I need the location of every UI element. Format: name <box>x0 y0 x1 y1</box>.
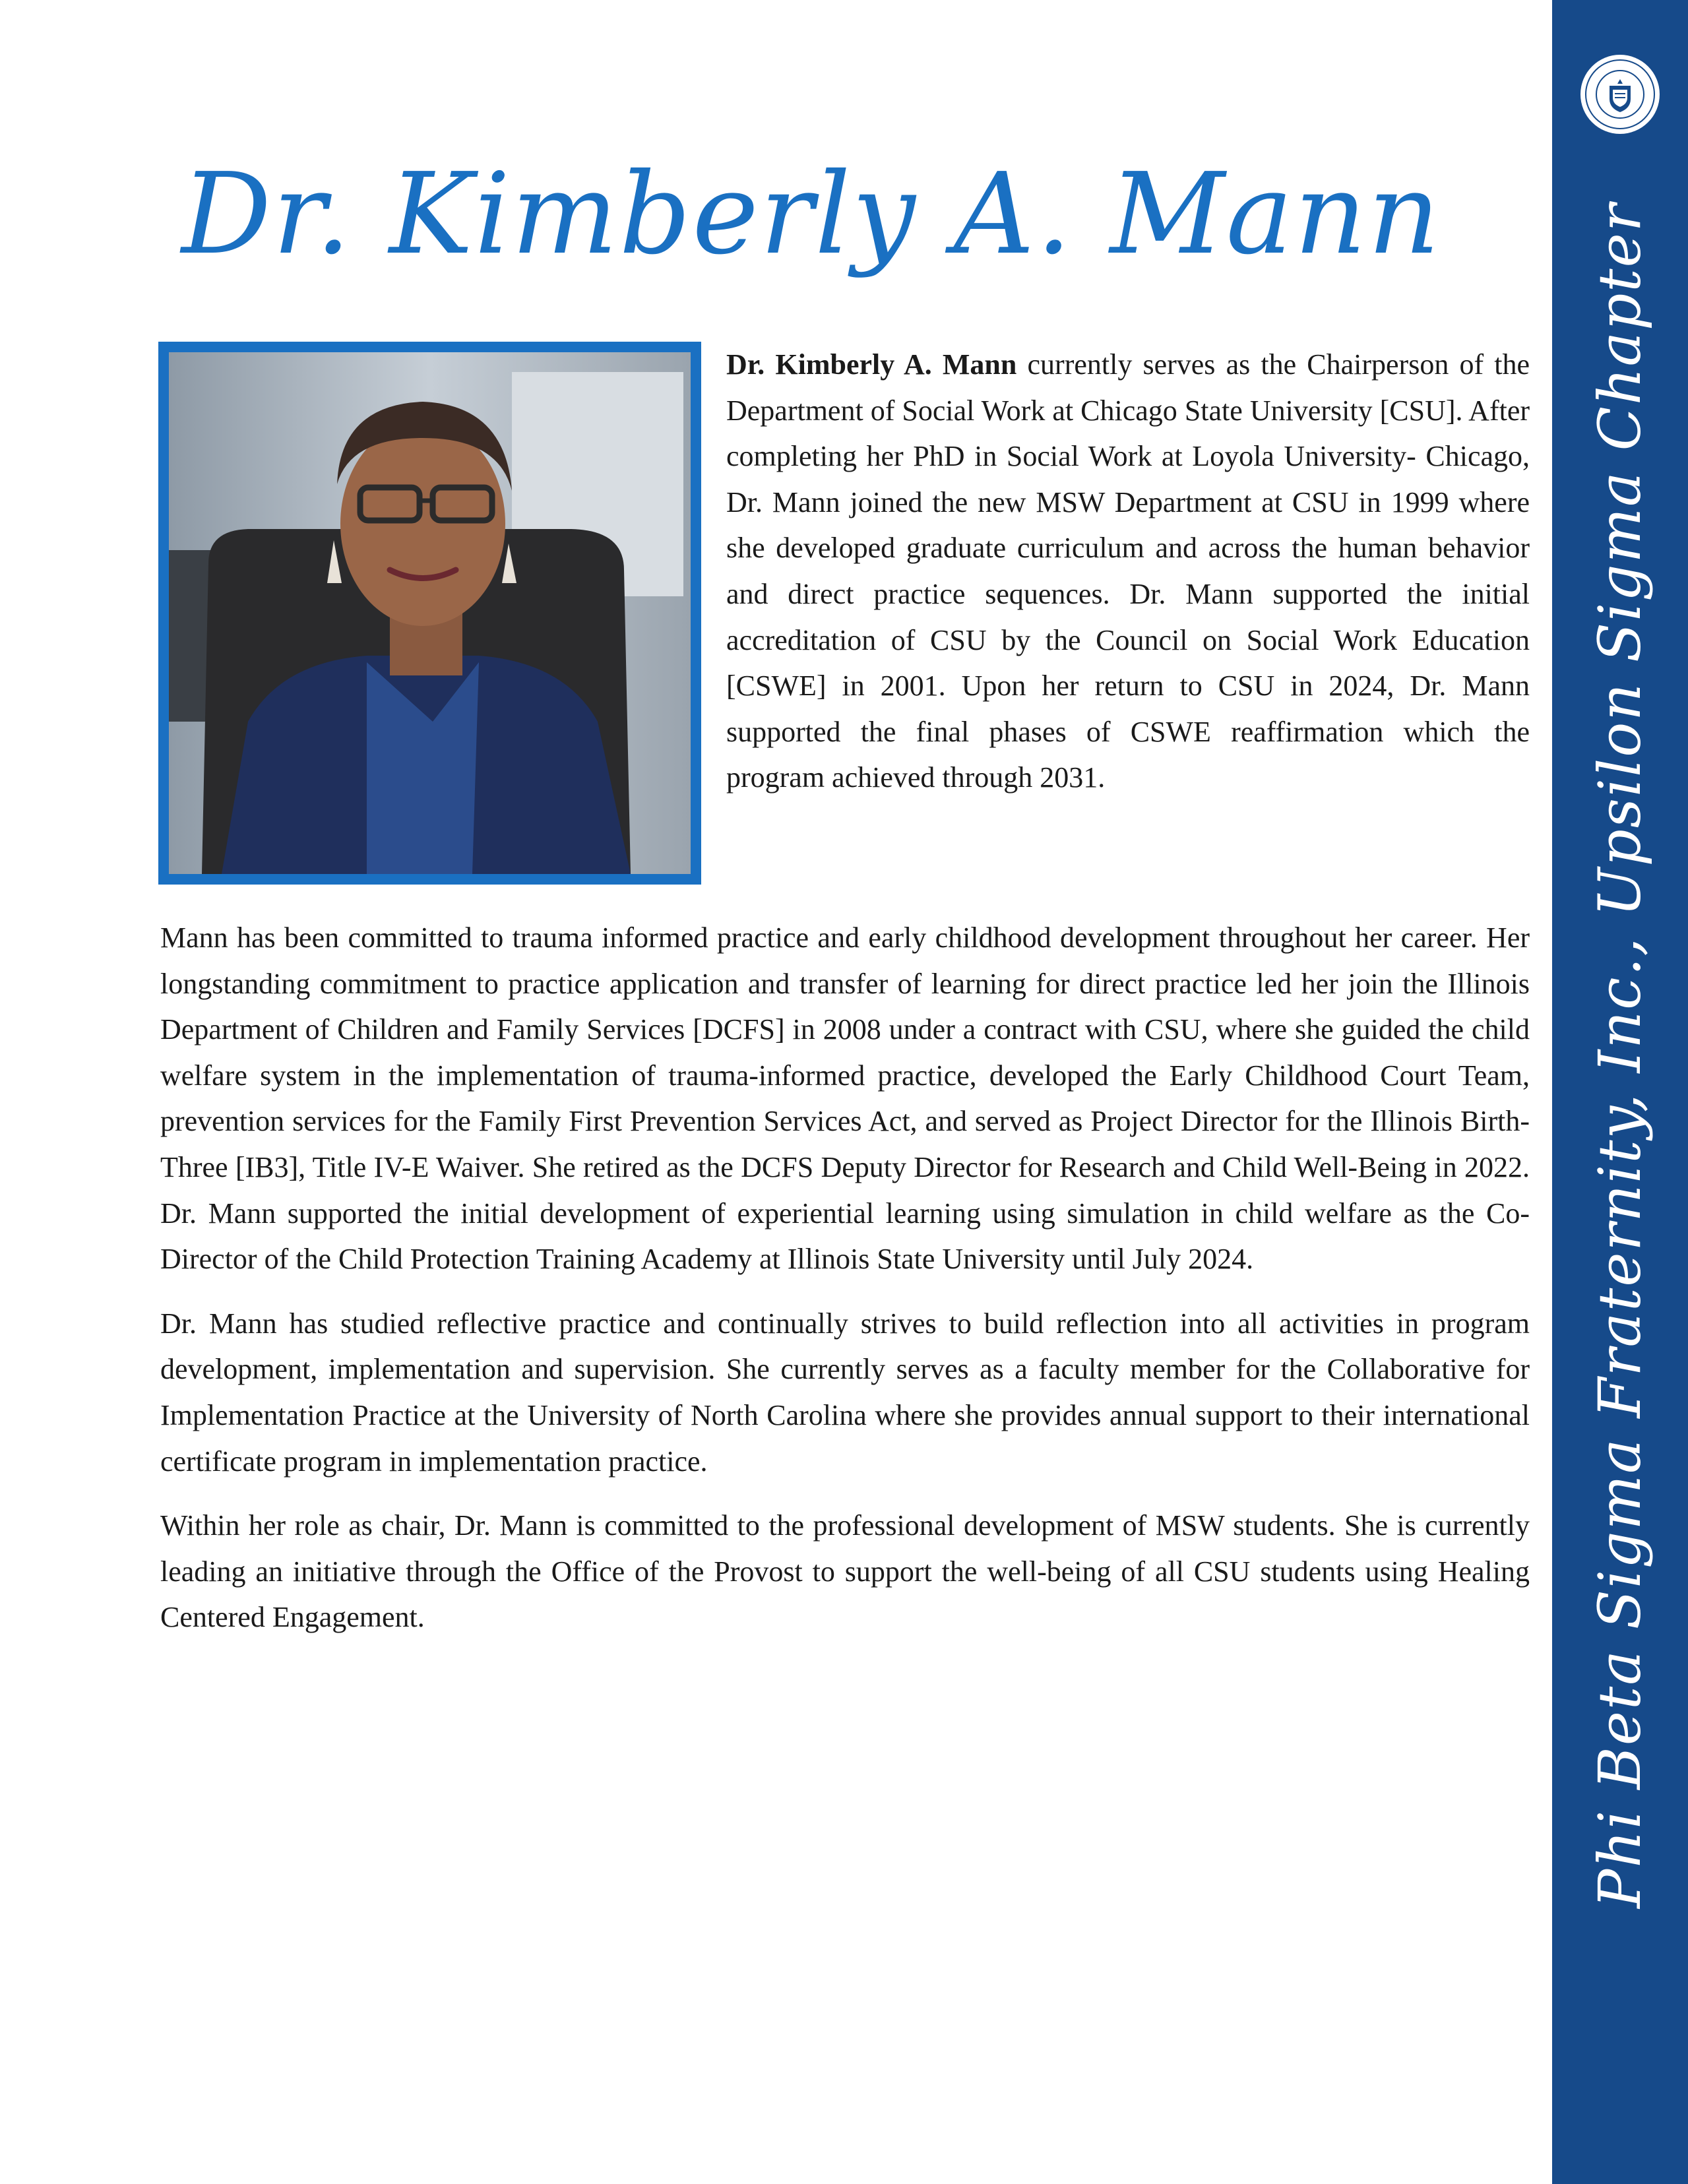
bio-paragraph: Within her role as chair, Dr. Mann is committed to the professional development of MSW students. She is currently leading an initiative through the Office of the Provost to support the well-being of all CSU students using Healing Centered Engagement. <box>160 1509 1530 1634</box>
page-title: Dr. Kimberly A. Mann <box>181 149 1441 280</box>
sidebar-vertical-text: Phi Beta Sigma Fraternity, Inc., Upsilon Sigma Chapter <box>1586 203 1654 1908</box>
bio-paragraph: Mann has been committed to trauma informed practice and early childhood development throughout her career. Her longstanding commitment to practice application and transfer of learning for direct practice led her join the Illinois Department of Children and Family Services [DCFS] in 2008 under a contract with CSU, where she guided the child welfare system in the implementation of trauma-informed practice, developed the Early Childhood Court Team, prevention services for the Family First Prevention Services Act, and served as Project Director for the Illinois Birth- Three [IB3], Title IV-E Waiver. She retired as the DCFS Deputy Director for Research and Child Well-Being in 2022. Dr. Mann supported the initial development of experiential learning using simulation in child welfare as the Co-Director of the Child Protection Training Academy at Illinois State University until July 2024. <box>160 921 1530 1276</box>
intro-name: Dr. Kimberly A. Mann <box>726 348 1017 381</box>
sidebar-band <box>1552 0 1688 2184</box>
intro-paragraph <box>726 342 1530 801</box>
bio-paragraph: Dr. Mann has studied reflective practice and continually strives to build reflection into all activities in program development, implementation and supervision. She currently serves as a faculty member for the Collaborative for Implementation Practice at the University of North Carolina where she provides annual support to their international certificate program in implementation practice. <box>160 1307 1530 1478</box>
portrait-photo <box>158 342 701 885</box>
intro-text: currently serves as the Chairperson of the Department of Social Work at Chicago State University [CSU]. After completing her PhD in Social Work at Loyola University- Chicago, Dr. Mann joined the new MSW Department at CSU in 1999 where she developed graduate curriculum and across the human behavior and direct practice sequences. Dr. Mann supported the initial accreditation of CSU by the Council on Social Work Education [CSWE] in 2001. Upon her return to CSU in 2024, Dr. Mann supported the final phases of CSWE reaffirmation which the program achieved through 2031. <box>726 348 1530 794</box>
bio-body <box>160 915 1530 1659</box>
